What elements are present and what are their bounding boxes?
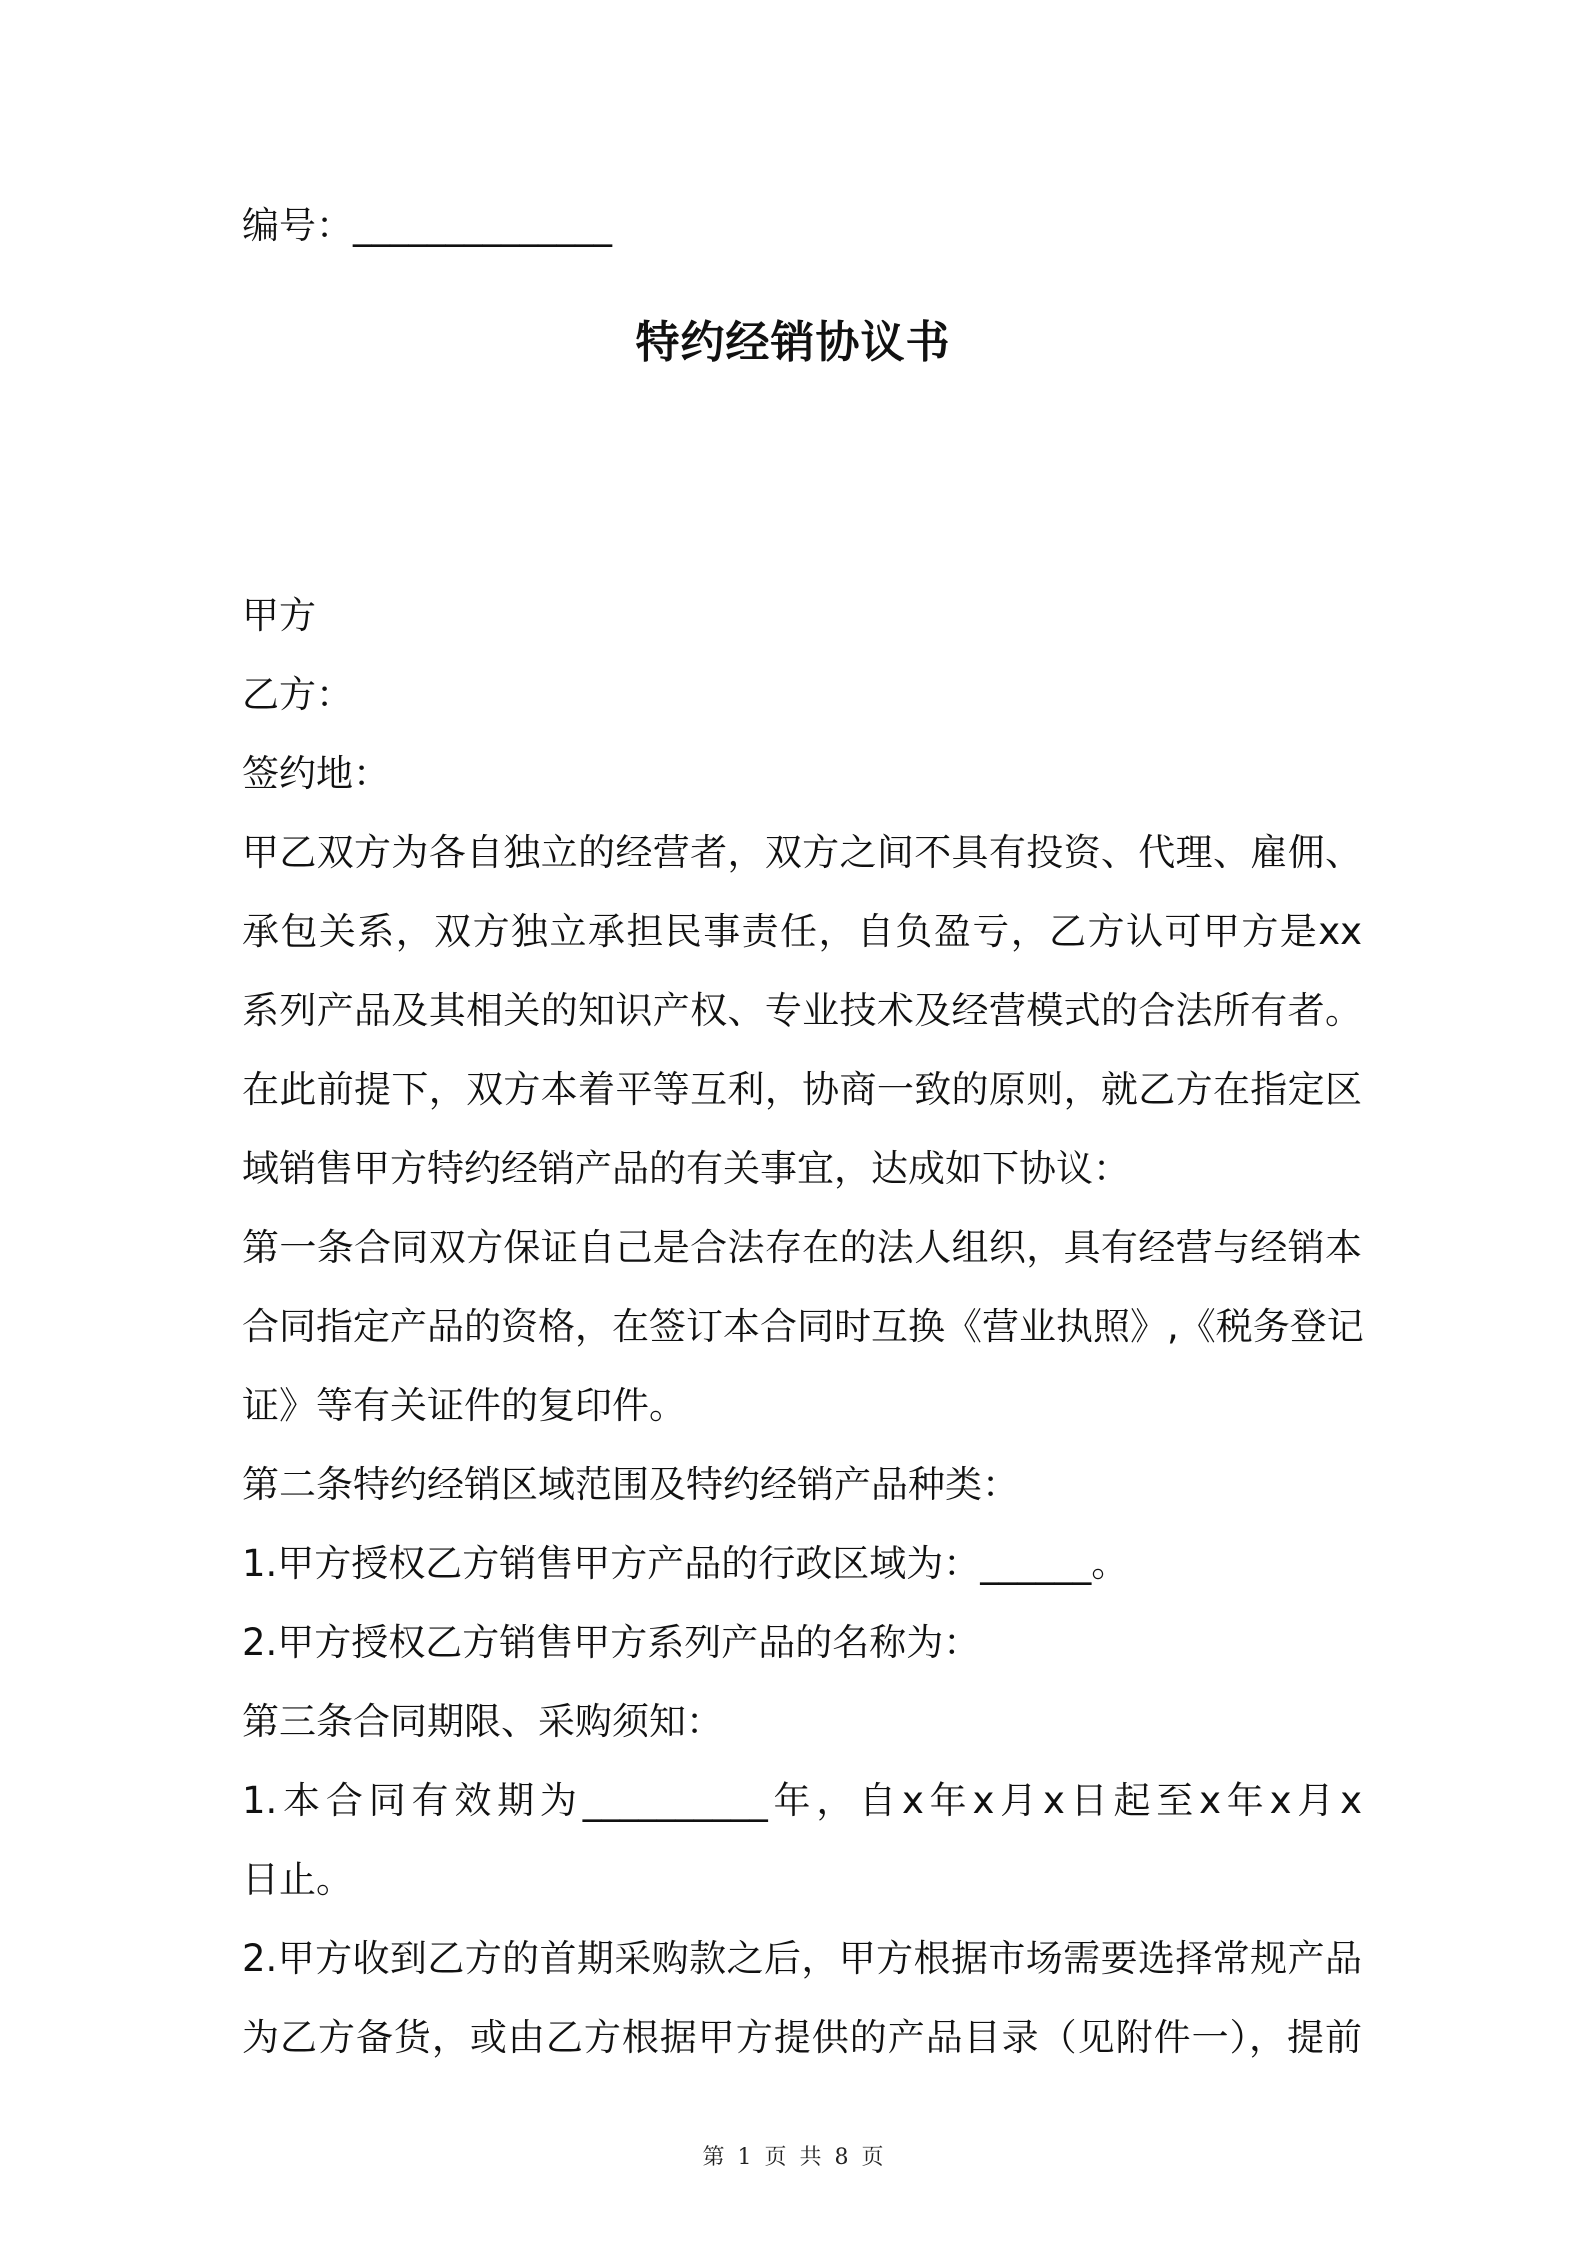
serial-number-field: 编号：______________ (242, 204, 612, 247)
party-b-line: 乙方： (242, 673, 353, 716)
article-3-item: 1.本合同有效期为__________年，自x年x月x日起至x年x月x (242, 1779, 1362, 1822)
page-indicator: 第 1 页 共 8 页 (702, 2145, 884, 2170)
body-line: 系列产品及其相关的知识产权、专业技术及经营模式的合法所有者。 (242, 989, 1362, 1032)
body-line: 在此前提下，双方本着平等互利，协商一致的原则，就乙方在指定区 (242, 1068, 1362, 1111)
article-2-item: 1.甲方授权乙方销售甲方产品的行政区域为：______。 (242, 1542, 1129, 1585)
document-title: 特约经销协议书 (635, 317, 951, 368)
party-a-line: 甲方 (242, 594, 316, 637)
signing-place-line: 签约地： (242, 752, 390, 795)
body-line: 域销售甲方特约经销产品的有关事宜，达成如下协议： (242, 1147, 1130, 1190)
article-1-line: 第一条合同双方保证自己是合法存在的法人组织，具有经营与经销本 (242, 1226, 1362, 1269)
body-line: 甲乙双方为各自独立的经营者，双方之间不具有投资、代理、雇佣、 (242, 831, 1362, 874)
article-3-item: 日止。 (242, 1858, 353, 1901)
article-3-item: 2.甲方收到乙方的首期采购款之后，甲方根据市场需要选择常规产品 (242, 1937, 1362, 1980)
article-2-heading: 第二条特约经销区域范围及特约经销产品种类： (242, 1463, 1019, 1506)
body-line: 承包关系，双方独立承担民事责任，自负盈亏，乙方认可甲方是xx (242, 910, 1362, 953)
article-1-line: 证》等有关证件的复印件。 (242, 1384, 686, 1427)
article-3-item: 为乙方备货，或由乙方根据甲方提供的产品目录（见附件一），提前 (242, 2016, 1362, 2059)
article-2-item: 2.甲方授权乙方销售甲方系列产品的名称为： (242, 1621, 981, 1664)
article-1-line: 合同指定产品的资格，在签订本合同时互换《营业执照》,《税务登记 (242, 1305, 1364, 1348)
article-3-heading: 第三条合同期限、采购须知： (242, 1700, 723, 1743)
